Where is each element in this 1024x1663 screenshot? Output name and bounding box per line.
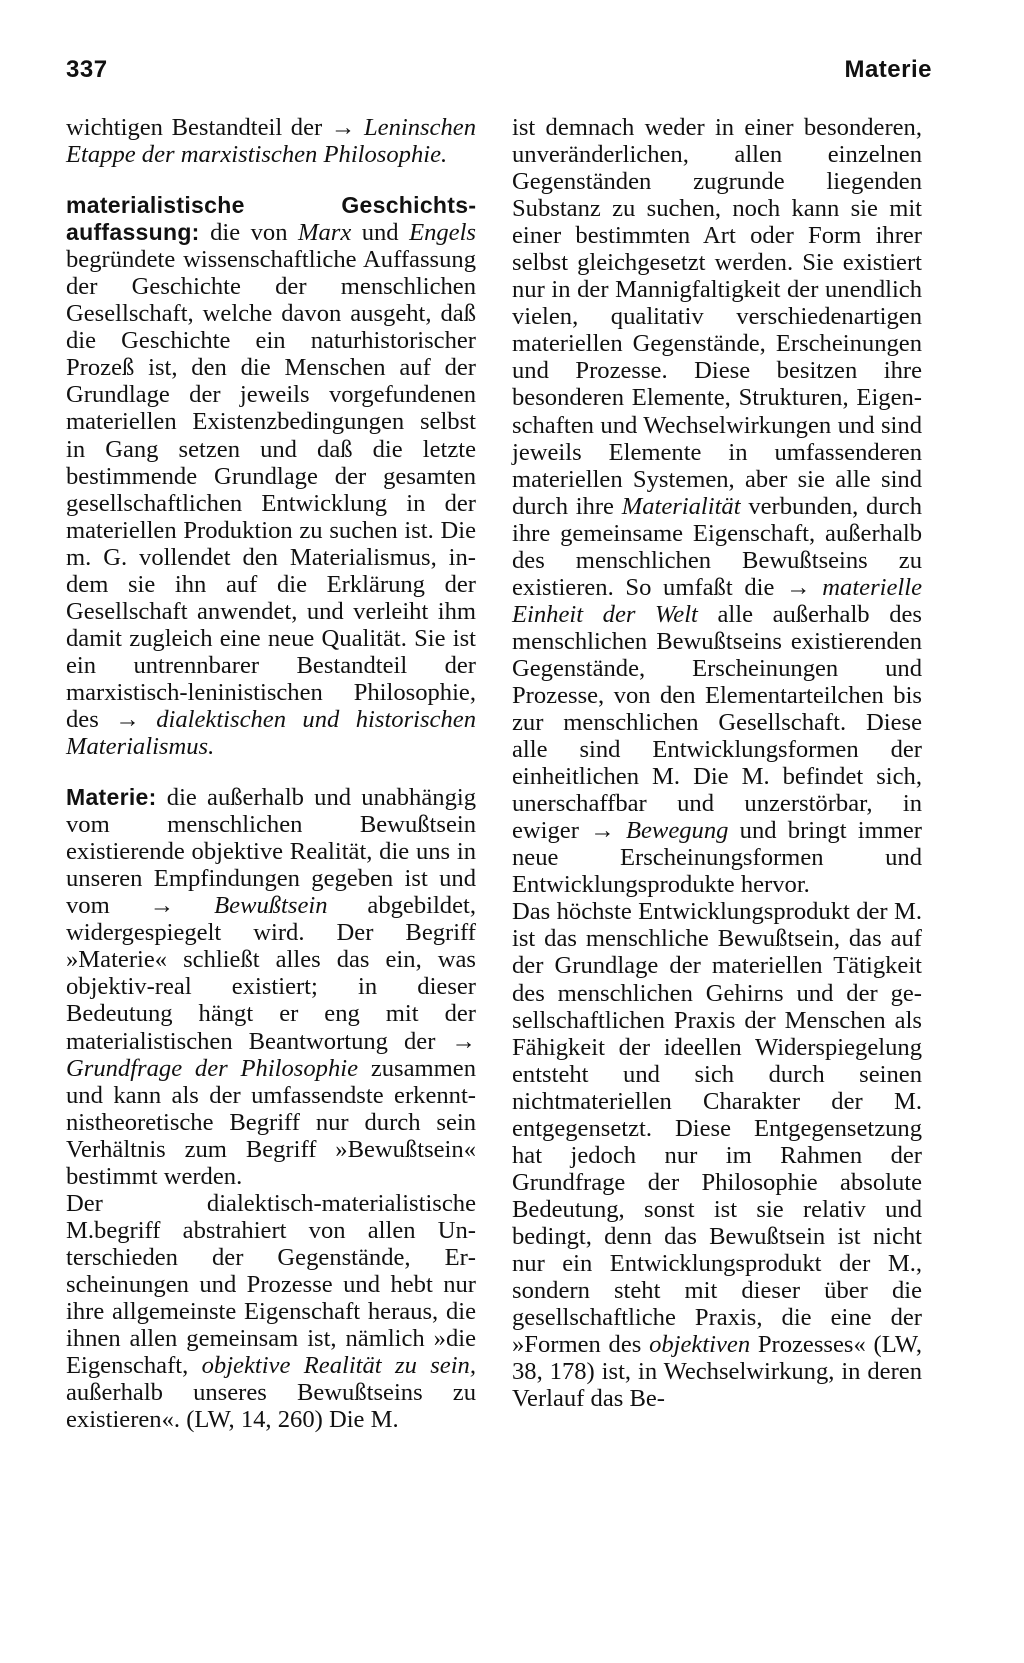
cross-reference: Grundfrage der Philosophie <box>66 1054 359 1082</box>
entry-text: außerhalb unseres Bewußtseins zu existieren«. (LW, 14, 260) Die M. <box>66 1379 476 1434</box>
entry-text: alle außerhalb des menschlichen Bewußtseins existierenden Gegenstände, Erscheinungen und Prozesse, von den Elementarteilchen bis zur menschlichen Gesellschaft. Diese alle sind Entwicklungsformen der einheitlichen M. Die M. befindet sich, unerschaffbar und unzerstörbar, in ewiger → <box>512 600 922 845</box>
cross-reference: Bewußtsein <box>214 892 328 920</box>
cross-reference: Bewegung <box>625 817 729 845</box>
entry-text: zusammen und kann als der umfassendste erkenntnistheoretische Begriff nur durch sein Verhältnis zum Begriff »Bewußtsein« bestimmt werden. <box>66 1054 476 1190</box>
entry-materie <box>66 784 476 1190</box>
emphasis: objektive Realität zu sein, <box>201 1352 477 1380</box>
continued-entry <box>66 114 476 168</box>
entry-text: begründete wissenschaftliche Auffassung der Geschichte der menschlichen Gesellschaft, welche davon ausgeht, daß die Geschichte ein naturhistorischer Prozeß ist, den die Menschen auf der Grundlage der jeweils vorgefundenen materiellen Existenzbedingungen selbst in Gang setzen und daß die letzte bestimmende Grundlage der gesamten gesellschaftlichen Entwicklung in der materiellen Produktion zu suchen ist. Die m. G. vollendet den Materialismus, indem sie ihn auf die Erklärung der Gesellschaft anwendet, und verleiht ihm damit zugleich eine neue Qualität. Sie ist ein untrennbarer Bestandteil der marxistisch-leninistischen Philosophie, des → <box>66 246 476 733</box>
running-title: Materie <box>844 56 932 83</box>
right-column <box>512 114 922 1412</box>
entry-text: Das höchste Entwicklungsprodukt der M. ist das menschliche Bewußtsein, das auf der Grundlage der materiellen Tätigkeit des menschlichen Gehirns und der gesellschaftlichen Praxis der Menschen als Fähigkeit der ideellen Widerspiegelung entsteht und sich durch seinen nichtmateriellen Charakter der M. entgegensetzt. Diese Entgegensetzung hat jedoch nur im Rahmen der Grundfrage der Philosophie absolute Bedeutung, sonst ist sie relativ und bedingt, denn das Bewußtsein ist nicht nur ein Entwicklungsprodukt der M., sondern steht mit dieser über die gesellschaftliche Praxis, die eine der »Formen des <box>512 898 922 1359</box>
page-number: 337 <box>66 56 108 83</box>
emphasis: objektiven <box>649 1331 751 1359</box>
emphasis: Marx <box>297 219 352 247</box>
entry-text: die außerhalb und unabhängig vom menschlichen Bewußtsein existierende objektive Realität, die uns in unseren Empfindungen gegeben ist und vom → <box>66 784 476 920</box>
entry-headword: materialistische Geschichtsauffassung: <box>66 192 476 246</box>
entry-text: und <box>351 219 410 247</box>
cross-reference: materielle Einheit der Welt <box>512 573 922 628</box>
emphasis: Materialität <box>621 492 741 520</box>
entry-headword: Materie: <box>66 784 157 811</box>
entry-text: abgebildet, widergespiegelt wird. Der Begriff »Materie« schließt alles das ein, was objektiv-real existiert; in dieser Bedeutung hängt er eng mit der materialistischen Beantwortung der → <box>66 892 476 1055</box>
entry-text: die von <box>199 219 298 247</box>
cross-reference: dialektischen und historischen Materialismus. <box>66 705 476 761</box>
entry-text: wichtigen Bestandteil der → <box>66 114 364 141</box>
cross-reference: Leninschen Etappe der marxistischen Philosophie. <box>66 114 476 169</box>
left-column <box>66 114 476 1433</box>
entry-text: und bringt immer neue Erscheinungsformen und Entwicklungsprodukte hervor. <box>512 817 922 899</box>
entry-paragraph <box>512 114 922 898</box>
entry-materialistische-geschichtsauffassung <box>66 192 476 760</box>
entry-text: Der dialektisch-materialistische M.begriff abstrahiert von allen Unterschieden der Gegenstände, Erscheinungen und Prozesse und hebt nur ihre allgemeinste Eigenschaft heraus, die ihnen allen gemeinsam ist, nämlich »die Eigenschaft, <box>66 1189 476 1380</box>
entry-text: ist demnach weder in einer besonderen, unveränderlichen, allen einzelnen Gegenständen zugrunde liegenden Substanz zu suchen, noch kann sie mit einer bestimmten Art oder Form ihrer selbst gleichgesetzt werden. Sie existiert nur in der Mannigfaltigkeit der unendlich vielen, qualitativ verschiedenartigen materiellen Gegenstände, Erscheinungen und Prozesse. Diese besitzen ihre besonderen Elemente, Strukturen, Eigenschaften und Wechselwirkungen und sind jeweils Elemente in umfassenderen materiellen Systemen, aber sie alle sind durch ihre <box>512 114 922 520</box>
entry-text: verbunden, durch ihre gemeinsame Eigenschaft, außerhalb des menschlichen Bewußtseins zu existieren. So umfaßt die → <box>512 492 922 601</box>
entry-text: Prozesses« (LW, 38, 178) ist, in Wechselwirkung, in deren Verlauf das Be- <box>512 1331 922 1413</box>
emphasis: Engels <box>409 219 476 247</box>
entry-paragraph <box>66 1190 476 1433</box>
entry-paragraph <box>512 898 922 1412</box>
